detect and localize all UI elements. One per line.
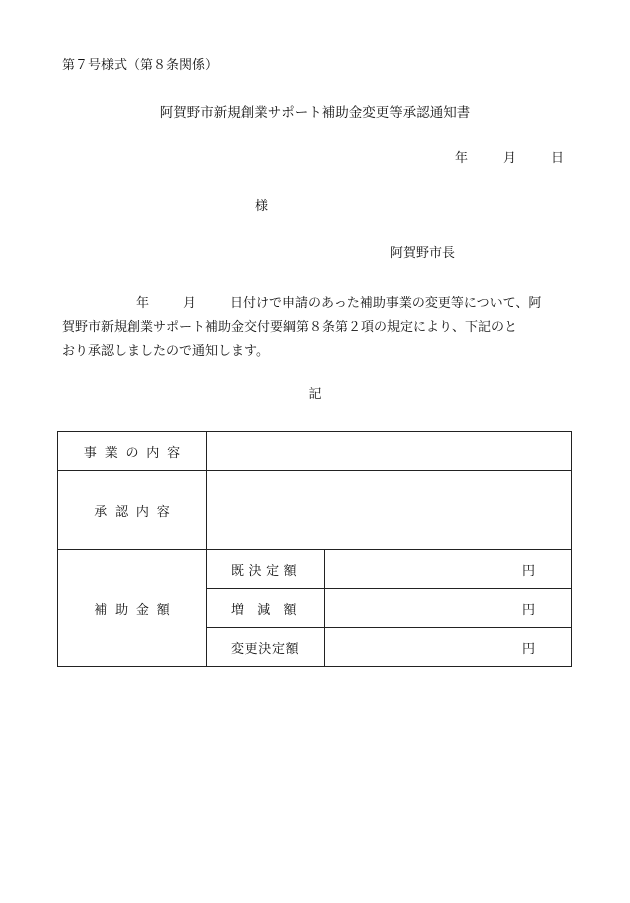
approval-content-label: 承認内容 [58, 471, 207, 550]
table-row-business-content [58, 432, 572, 471]
date-line [455, 151, 564, 167]
body-line-1 [62, 292, 577, 316]
table-row-approval-content [58, 471, 572, 550]
date-day: 日 [551, 151, 565, 166]
body-line-3: おり承認しましたので通知します。 [62, 344, 269, 359]
revised-amount-label: 変更決定額 [207, 628, 325, 667]
change-amount-unit: 円 [325, 589, 572, 628]
date-year: 年 [455, 151, 469, 166]
table-row [58, 550, 572, 589]
body-year: 年 [136, 296, 150, 311]
decided-amount-unit: 円 [325, 550, 572, 589]
business-content-label: 事業の内容 [58, 432, 207, 471]
detail-table [57, 431, 572, 667]
form-number: 第７号様式（第８条関係） [62, 58, 219, 73]
issuer-name: 阿賀野市長 [390, 246, 456, 261]
date-month: 月 [503, 151, 517, 166]
body-text [62, 292, 577, 364]
body-line-2: 賀野市新規創業サポート補助金交付要綱第８条第２項の規定により、下記のと [62, 320, 518, 335]
business-content-value [207, 432, 572, 471]
subsidy-amount-label: 補助金額 [58, 550, 207, 667]
ki-label: 記 [308, 387, 322, 402]
body-line-1-rest: 日付けで申請のあった補助事業の変更等について、阿 [230, 296, 542, 311]
approval-content-value [207, 471, 572, 550]
body-month: 月 [183, 296, 197, 311]
document-title: 阿賀野市新規創業サポート補助金変更等承認通知書 [159, 105, 471, 121]
decided-amount-label: 既決定額 [207, 550, 325, 589]
revised-amount-unit: 円 [325, 628, 572, 667]
addressee-suffix: 様 [255, 199, 269, 214]
change-amount-label: 増 減 額 [207, 589, 325, 628]
